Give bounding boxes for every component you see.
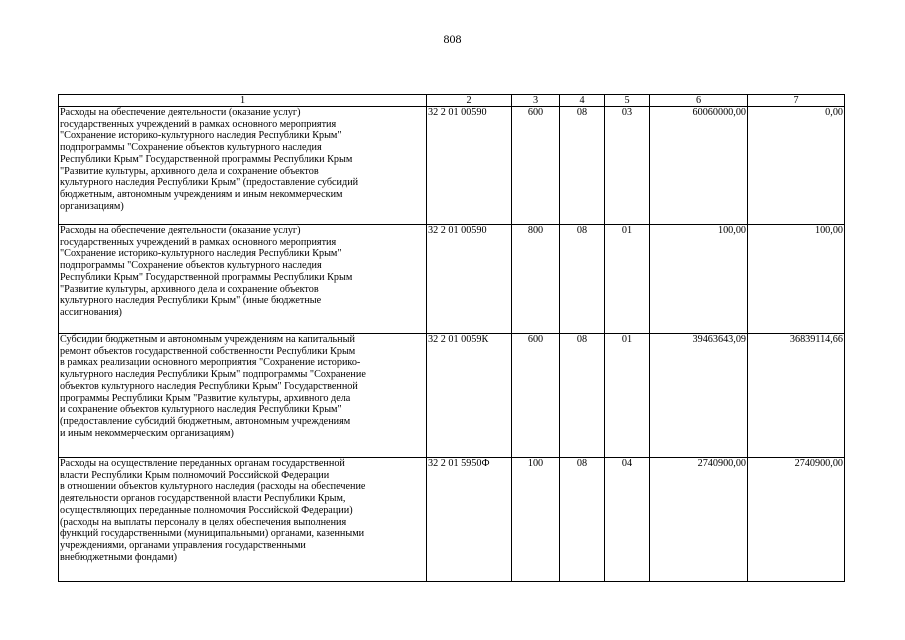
table-row xyxy=(59,107,845,225)
table-row xyxy=(59,458,845,582)
header-cell: 7 xyxy=(748,95,845,107)
table-header-row xyxy=(59,95,845,107)
row-col5: 03 xyxy=(605,107,650,225)
row-amount-6: 2740900,00 xyxy=(650,458,748,582)
table-row xyxy=(59,225,845,334)
row-col5: 01 xyxy=(605,225,650,334)
header-cell: 4 xyxy=(560,95,605,107)
row-col3: 100 xyxy=(512,458,560,582)
budget-table xyxy=(58,94,845,582)
row-amount-6: 60060000,00 xyxy=(650,107,748,225)
row-description: Расходы на осуществление переданных органам государственной власти Республики Крым полномочий Российской Федерации в отношении объектов культурного наследия (расходы на обеспечение деятельности органов государственной власти Республики Крым, осуществляющих переданные полномочия Российской Федерации) (расходы на выплаты персоналу в целях обеспечения выполнения функций государственными (муниципальными) органами, казенными учреждениями, органами управления государственными внебюджетными фондами) xyxy=(59,458,427,582)
row-amount-6: 100,00 xyxy=(650,225,748,334)
header-cell: 1 xyxy=(59,95,427,107)
row-description: Расходы на обеспечение деятельности (оказание услуг) государственных учреждений в рамках основного мероприятия "Сохранение историко-культурного наследия Республики Крым" подпрограммы "Сохранение объектов культурного наследия Республики Крым" Государственной программы Республики Крым "Развитие культуры, архивного дела и сохранение объектов культурного наследия Республики Крым" (иные бюджетные ассигнования) xyxy=(59,225,427,334)
header-cell: 3 xyxy=(512,95,560,107)
row-amount-7: 100,00 xyxy=(748,225,845,334)
row-code: 32 2 01 00590 xyxy=(427,225,512,334)
header-cell: 6 xyxy=(650,95,748,107)
row-col5: 04 xyxy=(605,458,650,582)
row-col3: 800 xyxy=(512,225,560,334)
header-cell: 2 xyxy=(427,95,512,107)
row-col5: 01 xyxy=(605,334,650,458)
page-number: 808 xyxy=(443,32,462,46)
row-amount-7: 0,00 xyxy=(748,107,845,225)
row-col4: 08 xyxy=(560,334,605,458)
row-description: Расходы на обеспечение деятельности (оказание услуг) государственных учреждений в рамках основного мероприятия "Сохранение историко-культурного наследия Республики Крым" подпрограммы "Сохранение объектов культурного наследия Республики Крым" Государственной программы Республики Крым "Развитие культуры, архивного дела и сохранение объектов культурного наследия Республики Крым" (предоставление субсидий бюджетным, автономным учреждениям и иным некоммерческим организациям) xyxy=(59,107,427,225)
row-col4: 08 xyxy=(560,225,605,334)
table-row xyxy=(59,334,845,458)
row-col4: 08 xyxy=(560,458,605,582)
row-code: 32 2 01 00590 xyxy=(427,107,512,225)
row-amount-7: 36839114,66 xyxy=(748,334,845,458)
row-amount-6: 39463643,09 xyxy=(650,334,748,458)
row-col4: 08 xyxy=(560,107,605,225)
row-amount-7: 2740900,00 xyxy=(748,458,845,582)
row-col3: 600 xyxy=(512,334,560,458)
row-col3: 600 xyxy=(512,107,560,225)
header-cell: 5 xyxy=(605,95,650,107)
row-description: Субсидии бюджетным и автономным учреждениям на капитальный ремонт объектов государственной собственности Республики Крым в рамках реализации основного мероприятия "Сохранение историко- культурного наследия Республики Крым" подпрограммы "Сохранение объектов культурного наследия Республики Крым" Государственной программы Республики Крым "Развитие культуры, архивного дела и сохранение объектов культурного наследия Республики Крым" (предоставление субсидий бюджетным, автономным учреждениям и иным некоммерческим организациям) xyxy=(59,334,427,458)
row-code: 32 2 01 0059К xyxy=(427,334,512,458)
row-code: 32 2 01 5950Ф xyxy=(427,458,512,582)
